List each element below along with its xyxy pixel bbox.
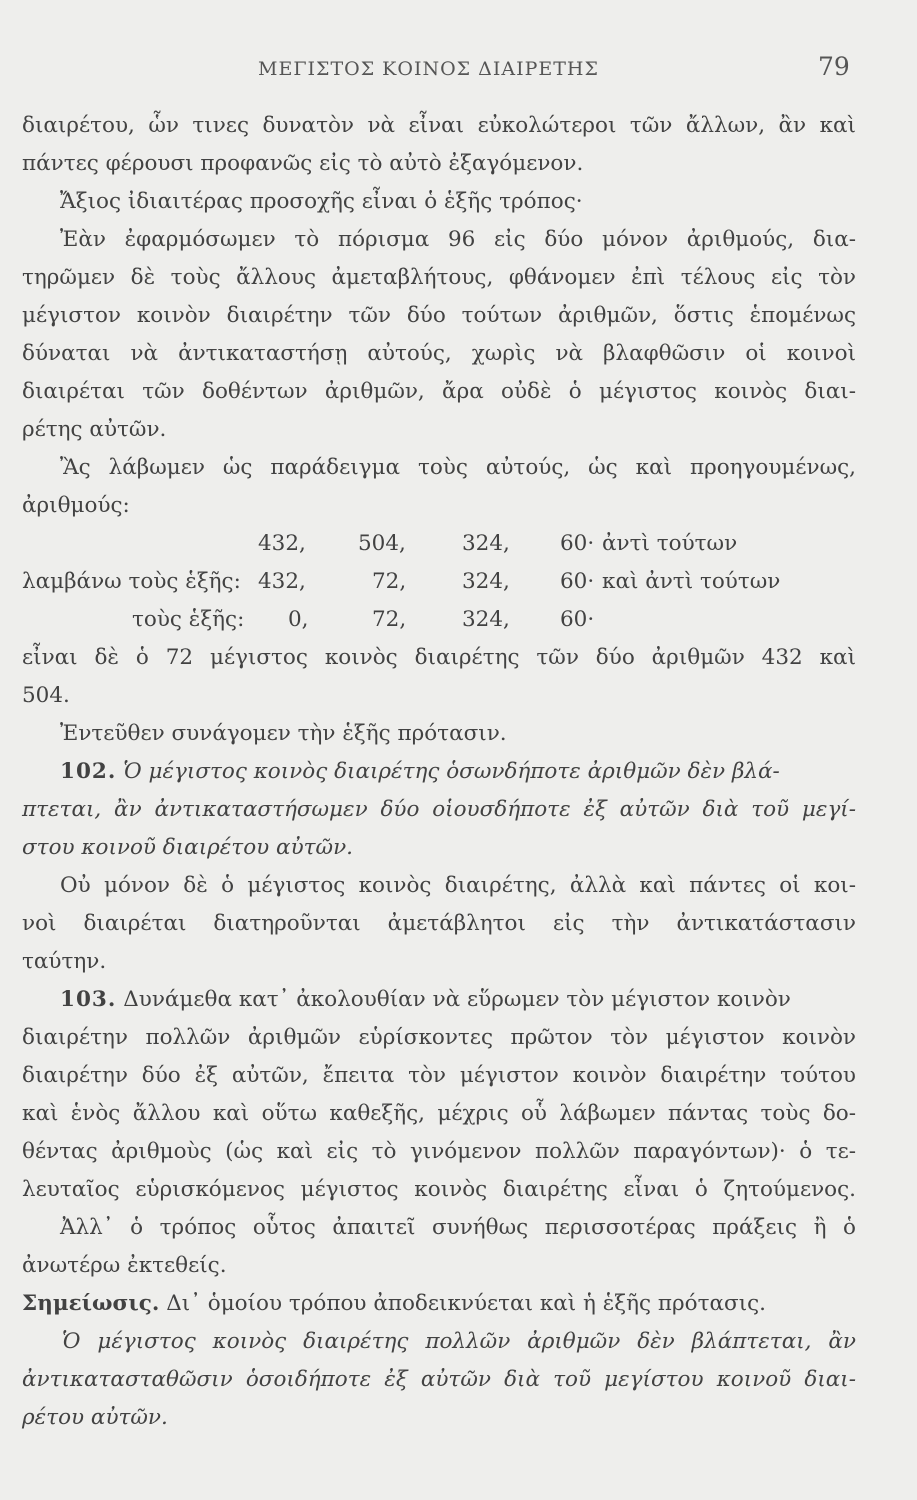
running-title: ΜΕΓΙΣΤΟΣ ΚΟΙΝΟΣ ΔΙΑΙΡΕΤΗΣ [258,58,599,80]
text-line: Οὐ μόνον δὲ ὁ μέγιστος κοινὸς διαιρέτης, ἀλλὰ καὶ πάντες οἱ κοι- [60,873,856,898]
number-cell: 504, [358,531,406,556]
number-cell: 60· [560,531,595,556]
text-line: διαιρέτου, ὧν τινες δυνατὸν νὰ εἶναι εὐκολώτεροι τῶν ἄλλων, ἂν καὶ [22,113,856,138]
note-label: Σημείωσις. [22,1291,160,1316]
section-number: 103. [60,987,117,1012]
text-line: 504. [22,683,70,708]
note [22,1285,856,1323]
proposition-102 [60,753,856,791]
page-number: 79 [818,52,850,81]
section-number: 102. [60,759,117,784]
text-line: τηρῶμεν δὲ τοὺς ἄλλους ἀμεταβλήτους, φθάνομεν ἐπὶ τέλους εἰς τὸν [22,265,856,290]
row-suffix: καὶ ἀντὶ τούτων [602,569,781,594]
note-italic-text: ρέτου αὐτῶν. [22,1405,168,1430]
section-103 [60,981,856,1019]
text-line: διαιρέται τῶν δοθέντων ἀριθμῶν, ἄρα οὐδὲ ὁ μέγιστος κοινὸς διαι- [22,379,856,404]
number-cell: 60· [560,607,595,632]
text-line: ἀριθμούς: [22,493,130,518]
text-line: Ἂς λάβωμεν ὡς παράδειγμα τοὺς αὐτούς, ὡς καὶ προηγουμένως, [60,455,856,480]
text-line: Ἐντεῦθεν συνάγομεν τὴν ἑξῆς πρότασιν. [60,721,507,746]
number-cell: 324, [462,607,510,632]
section-text: Δυνάμεθα κατ᾽ ἀκολουθίαν νὰ εὕρωμεν τὸν μέγιστον κοινὸν [123,987,791,1012]
number-cell: 72, [372,607,407,632]
number-cell: 432, [258,569,306,594]
text-line: δύναται νὰ ἀντικαταστήσῃ αὐτούς, χωρὶς νὰ βλαφθῶσιν οἱ κοινοὶ [22,341,856,366]
text-line: ταύτην. [22,949,107,974]
note-italic-text: Ὁ μέγιστος κοινὸς διαιρέτης πολλῶν ἀριθμῶν δὲν βλάπτεται, ἂν [62,1329,856,1354]
number-cell: 0, [288,607,309,632]
page-header [0,52,917,92]
text-line: Ἀλλ᾽ ὁ τρόπος οὗτος ἀπαιτεῖ συνήθως περισσοτέρας πράξεις ἢ ὁ [60,1215,856,1240]
number-row [0,601,917,639]
note-italic-text: ἀντικατασταθῶσιν ὁσοιδήποτε ἐξ αὐτῶν διὰ τοῦ μεγίστου κοινοῦ διαι- [22,1367,856,1392]
text-line: Ἄξιος ἰδιαιτέρας προσοχῆς εἶναι ὁ ἑξῆς τρόπος· [60,189,583,214]
text-line: μέγιστον κοινὸν διαιρέτην τῶν δύο τούτων ἀριθμῶν, ὅστις ἑπομένως [22,303,856,328]
text-line: ρέτης αὐτῶν. [22,417,167,442]
number-cell: 324, [462,531,510,556]
text-line: Ἐὰν ἐφαρμόσωμεν τὸ πόρισμα 96 εἰς δύο μόνον ἀριθμούς, δια- [60,227,856,252]
row-suffix: ἀντὶ τούτων [602,531,738,556]
text-line: εἶναι δὲ ὁ 72 μέγιστος κοινὸς διαιρέτης τῶν δύο ἀριθμῶν 432 καὶ [22,645,856,670]
number-cell: 72, [372,569,407,594]
proposition-text: στου κοινοῦ διαιρέτου αὐτῶν. [22,835,353,860]
text-line: ἀνωτέρω ἐκτεθείς. [22,1253,227,1278]
row-prefix: λαμβάνω τοὺς ἑξῆς: [22,569,241,594]
number-cell: 324, [462,569,510,594]
text-line: πάντες φέρουσι προφανῶς εἰς τὸ αὐτὸ ἐξαγόμενον. [22,151,584,176]
proposition-text: πτεται, ἂν ἀντικαταστήσωμεν δύο οἱουσδήποτε ἐξ αὐτῶν διὰ τοῦ μεγί- [22,797,856,822]
text-line: λευταῖος εὑρισκόμενος μέγιστος κοινὸς διαιρέτης εἶναι ὁ ζητούμενος. [22,1177,856,1202]
proposition-text: Ὁ μέγιστος κοινὸς διαιρέτης ὁσωνδήποτε ἀριθμῶν δὲν βλά- [123,759,780,784]
number-cell: 60· [560,569,595,594]
text-line: νοὶ διαιρέται διατηροῦνται ἀμετάβλητοι εἰς τὴν ἀντικατάστασιν [22,911,856,936]
number-cell: 432, [258,531,306,556]
row-prefix: τοὺς ἑξῆς: [132,607,245,632]
text-line: καὶ ἑνὸς ἄλλου καὶ οὕτω καθεξῆς, μέχρις οὗ λάβωμεν πάντας τοὺς δο- [22,1101,856,1126]
text-line: διαιρέτην δύο ἐξ αὐτῶν, ἔπειτα τὸν μέγιστον κοινὸν διαιρέτην τούτου [22,1063,856,1088]
number-row [0,563,917,601]
note-text: Δι᾽ ὁμοίου τρόπου ἀποδεικνύεται καὶ ἡ ἑξῆς πρότασις. [166,1291,767,1316]
number-row [0,525,917,563]
text-line: διαιρέτην πολλῶν ἀριθμῶν εὑρίσκοντες πρῶτον τὸν μέγιστον κοινὸν [22,1025,856,1050]
text-line: θέντας ἀριθμοὺς (ὡς καὶ εἰς τὸ γινόμενον πολλῶν παραγόντων)· ὁ τε- [22,1139,856,1164]
